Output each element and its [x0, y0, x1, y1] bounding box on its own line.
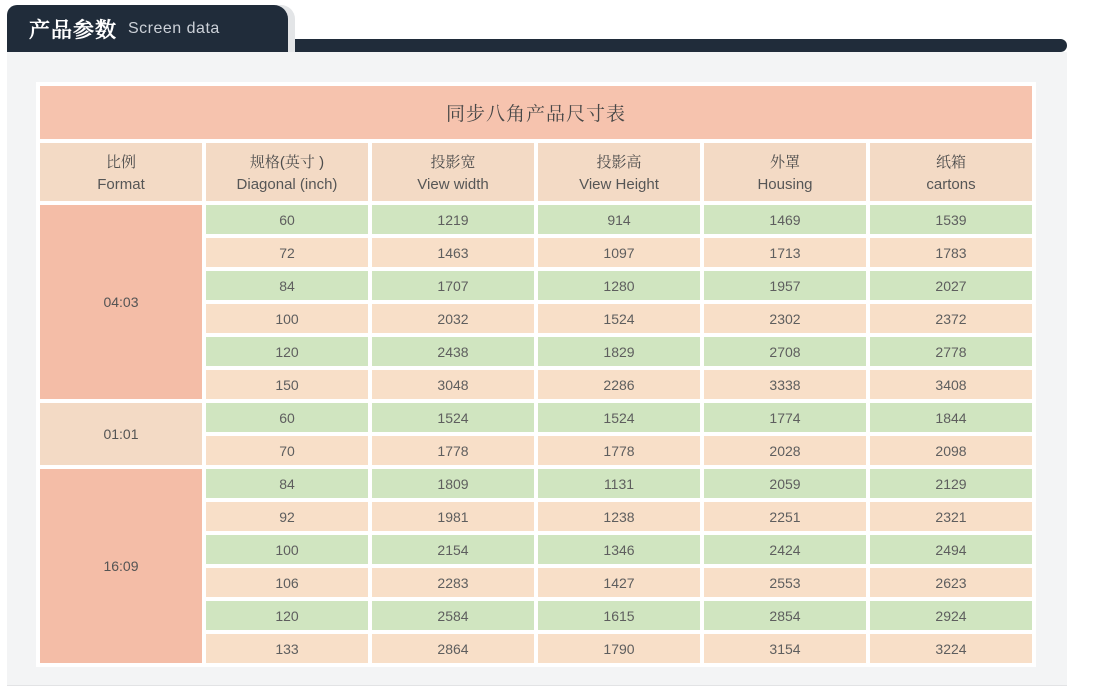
table-cell: 2098: [870, 436, 1032, 465]
table-cell: 1713: [704, 238, 866, 267]
column-header-diagonal-inch: [206, 143, 368, 201]
table-cell: 3048: [372, 370, 534, 399]
column-header-zh: 外罩: [769, 154, 800, 171]
column-header-en: Diagonal (inch): [236, 176, 338, 193]
table-cell: 1844: [870, 403, 1032, 432]
column-header-en: View Height: [579, 176, 659, 193]
table-cell: 150: [206, 370, 368, 399]
table-cell: 100: [206, 535, 368, 564]
table-cell: 3154: [704, 634, 866, 663]
table-cell: 2059: [704, 469, 866, 498]
column-header-zh: 纸箱: [935, 154, 966, 171]
table-cell: 1524: [538, 403, 700, 432]
format-cell-16-09: 16:09: [40, 469, 202, 663]
table-cell: 1469: [704, 205, 866, 234]
table-cell: 2438: [372, 337, 534, 366]
table-cell: 1539: [870, 205, 1032, 234]
table-cell: 2864: [372, 634, 534, 663]
column-header-cartons: [870, 143, 1032, 201]
table-cell: 2028: [704, 436, 866, 465]
table-cell: 1097: [538, 238, 700, 267]
table-cell: 2251: [704, 502, 866, 531]
table-cell: 1829: [538, 337, 700, 366]
table-title-row: [40, 86, 1032, 139]
table-title: 同步八角产品尺寸表: [40, 86, 1032, 139]
table-cell: 2027: [870, 271, 1032, 300]
table-cell: 3338: [704, 370, 866, 399]
table-cell: 1131: [538, 469, 700, 498]
table-cell: 2154: [372, 535, 534, 564]
table-cell: 914: [538, 205, 700, 234]
table-cell: 120: [206, 601, 368, 630]
column-header-en: cartons: [926, 176, 976, 193]
table-cell: 100: [206, 304, 368, 333]
table-cell: 2778: [870, 337, 1032, 366]
table-cell: 1778: [372, 436, 534, 465]
section-title-en: Screen data: [128, 19, 220, 37]
table-cell: 2854: [704, 601, 866, 630]
column-header-en: View width: [417, 176, 489, 193]
table-cell: 2321: [870, 502, 1032, 531]
section-tab: [7, 5, 288, 52]
table-cell: 3224: [870, 634, 1032, 663]
table-cell: 1809: [372, 469, 534, 498]
table-row: [40, 205, 1032, 234]
table-cell: 1615: [538, 601, 700, 630]
column-header-housing: [704, 143, 866, 201]
content-panel: [7, 52, 1067, 686]
table-cell: 2286: [538, 370, 700, 399]
table-cell: 2924: [870, 601, 1032, 630]
table-cell: 133: [206, 634, 368, 663]
column-header-zh: 比例: [105, 154, 136, 171]
table-cell: 92: [206, 502, 368, 531]
table-cell: 1981: [372, 502, 534, 531]
table-cell: 60: [206, 403, 368, 432]
column-header-view-width: [372, 143, 534, 201]
column-header-format: [40, 143, 202, 201]
table-cell: 1524: [372, 403, 534, 432]
table-cell: 1957: [704, 271, 866, 300]
table-cell: 106: [206, 568, 368, 597]
table-cell: 2708: [704, 337, 866, 366]
column-header-en: Format: [97, 176, 145, 193]
table-cell: 2302: [704, 304, 866, 333]
table-cell: 1346: [538, 535, 700, 564]
table-cell: 84: [206, 469, 368, 498]
table-cell: 2494: [870, 535, 1032, 564]
table-cell: 1524: [538, 304, 700, 333]
table-cell: 1790: [538, 634, 700, 663]
table-cell: 2372: [870, 304, 1032, 333]
product-spec-table: [36, 82, 1036, 667]
format-cell-01-01: 01:01: [40, 403, 202, 465]
table-cell: 2129: [870, 469, 1032, 498]
table-cell: 70: [206, 436, 368, 465]
format-cell-04-03: 04:03: [40, 205, 202, 399]
table-cell: 1707: [372, 271, 534, 300]
table-cell: 60: [206, 205, 368, 234]
column-header-en: Housing: [757, 176, 813, 193]
table-row: [40, 469, 1032, 498]
table-cell: 72: [206, 238, 368, 267]
table-cell: 1774: [704, 403, 866, 432]
table-cell: 1427: [538, 568, 700, 597]
table-cell: 1280: [538, 271, 700, 300]
column-header-zh: 投影高: [596, 154, 642, 171]
table-cell: 2584: [372, 601, 534, 630]
table-cell: 3408: [870, 370, 1032, 399]
table-row: [40, 403, 1032, 432]
table-cell: 1783: [870, 238, 1032, 267]
table-cell: 1219: [372, 205, 534, 234]
column-header-zh: 投影宽: [430, 154, 476, 171]
table-cell: 1463: [372, 238, 534, 267]
table-cell: 84: [206, 271, 368, 300]
table-cell: 2283: [372, 568, 534, 597]
table-cell: 2424: [704, 535, 866, 564]
table-cell: 2553: [704, 568, 866, 597]
table-cell: 1238: [538, 502, 700, 531]
column-header-row: [40, 143, 1032, 201]
table-cell: 1778: [538, 436, 700, 465]
column-header-zh: 规格(英寸 ): [249, 154, 325, 171]
section-title-zh: 产品参数: [29, 18, 117, 42]
table-cell: 2623: [870, 568, 1032, 597]
column-header-view-height: [538, 143, 700, 201]
table-cell: 2032: [372, 304, 534, 333]
table-cell: 120: [206, 337, 368, 366]
